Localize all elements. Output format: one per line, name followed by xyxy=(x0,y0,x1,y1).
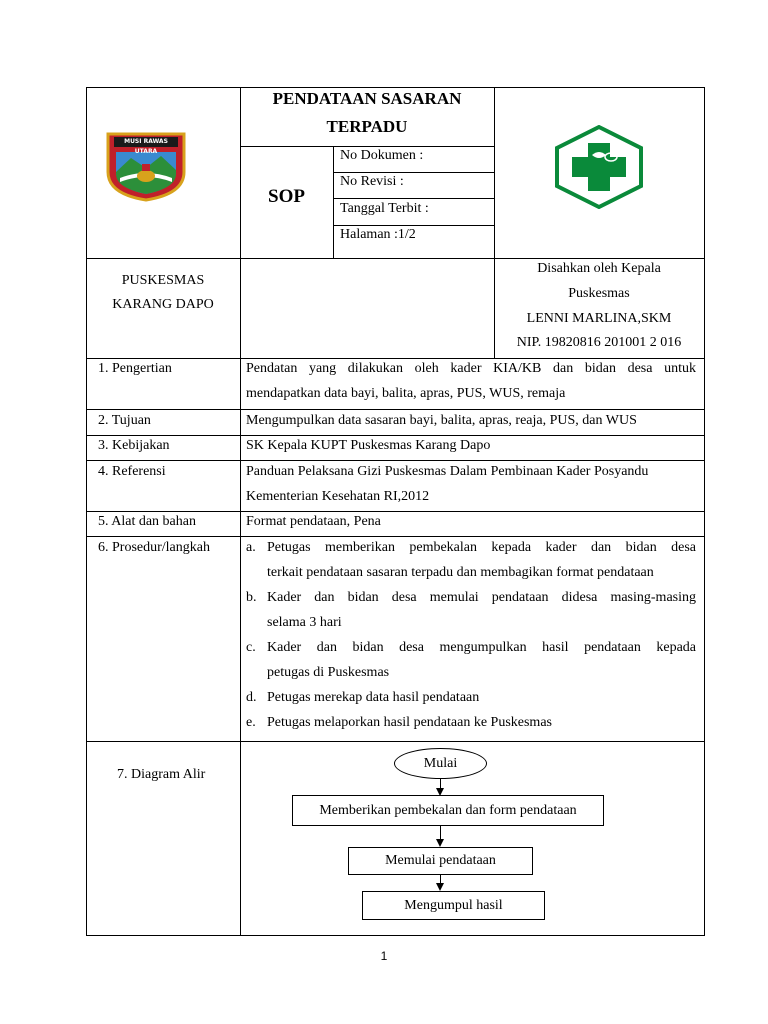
flow-arrow-head xyxy=(436,839,444,847)
section-referensi-label: 4. Referensi xyxy=(98,464,166,479)
flow-step-briefing: Memberikan pembekalan dan form pendataan xyxy=(292,795,604,826)
step-line: petugas di Puskesmas xyxy=(267,665,390,680)
flow-step-collect: Mengumpul hasil xyxy=(362,891,545,920)
section-pengertian-label: 1. Pengertian xyxy=(98,361,172,376)
section-tujuan-text: Mengumpulkan data sasaran bayi, balita, apras, reaja, PUS, dan WUS xyxy=(246,413,637,428)
section-pengertian-line1: Pendatan yang dilakukan oleh kader KIA/KB dan bidan desa untuk xyxy=(246,361,696,376)
flow-step-start-data: Memulai pendataan xyxy=(348,847,533,875)
section-kebijakan-label: 3. Kebijakan xyxy=(98,438,170,453)
section-prosedur-label: 6. Prosedur/langkah xyxy=(98,540,210,555)
org-name-line2: KARANG DAPO xyxy=(112,297,214,312)
sop-label: SOP xyxy=(268,186,305,207)
district-logo xyxy=(106,132,186,202)
page-field: Halaman :1/2 xyxy=(340,227,416,242)
revision-field: No Revisi : xyxy=(340,174,404,189)
step-line: selama 3 hari xyxy=(267,615,342,630)
step-line: Petugas memberikan pembekalan kepada kader dan bidan desa xyxy=(267,540,696,555)
step-marker: b. xyxy=(246,590,257,605)
step-marker: a. xyxy=(246,540,256,555)
puskesmas-logo xyxy=(554,125,644,209)
step-marker: d. xyxy=(246,690,257,705)
doc-number-field: No Dokumen : xyxy=(340,148,424,163)
section-referensi-line1: Panduan Pelaksana Gizi Puskesmas Dalam Pembinaan Kader Posyandu xyxy=(246,464,649,479)
section-tujuan-label: 2. Tujuan xyxy=(98,413,151,428)
approver-nip: NIP. 19820816 201001 2 016 xyxy=(516,335,682,350)
step-marker: e. xyxy=(246,715,256,730)
approver-name: LENNI MARLINA,SKM xyxy=(526,311,672,326)
step-line: Petugas merekap data hasil pendataan xyxy=(267,690,480,705)
sop-title-line1: PENDATAAN SASARAN xyxy=(272,89,462,108)
step-line: Petugas melaporkan hasil pendataan ke Puskesmas xyxy=(267,715,552,730)
step-line: Kader dan bidan desa memulai pendataan didesa masing-masing xyxy=(267,590,696,605)
section-pengertian-line2: mendapatkan data bayi, balita, apras, PUS, WUS, remaja xyxy=(246,386,566,401)
logo-banner-text: MUSI RAWAS UTARA xyxy=(124,138,168,155)
step-line: terkait pendataan sasaran terpadu dan membagikan format pendataan xyxy=(267,565,654,580)
sop-title-line2: TERPADU xyxy=(326,117,408,136)
section-referensi-line2: Kementerian Kesehatan RI,2012 xyxy=(246,489,430,504)
org-name-line1: PUSKESMAS xyxy=(121,273,205,288)
step-marker: c. xyxy=(246,640,256,655)
section-alat-label: 5. Alat dan bahan xyxy=(98,514,196,529)
section-kebijakan-text: SK Kepala KUPT Puskesmas Karang Dapo xyxy=(246,438,491,453)
section-alat-text: Format pendataan, Pena xyxy=(246,514,381,529)
flow-arrow-head xyxy=(436,883,444,891)
page-number: 1 xyxy=(380,949,388,963)
flow-start-node: Mulai xyxy=(394,748,487,779)
section-diagram-label: 7. Diagram Alir xyxy=(117,767,206,782)
approval-line2: Puskesmas xyxy=(568,286,630,301)
step-line: Kader dan bidan desa mengumpulkan hasil pendataan kepada xyxy=(267,640,696,655)
approval-line1: Disahkan oleh Kepala xyxy=(537,261,661,276)
issue-date-field: Tanggal Terbit : xyxy=(340,201,429,216)
flow-connector xyxy=(440,826,441,839)
